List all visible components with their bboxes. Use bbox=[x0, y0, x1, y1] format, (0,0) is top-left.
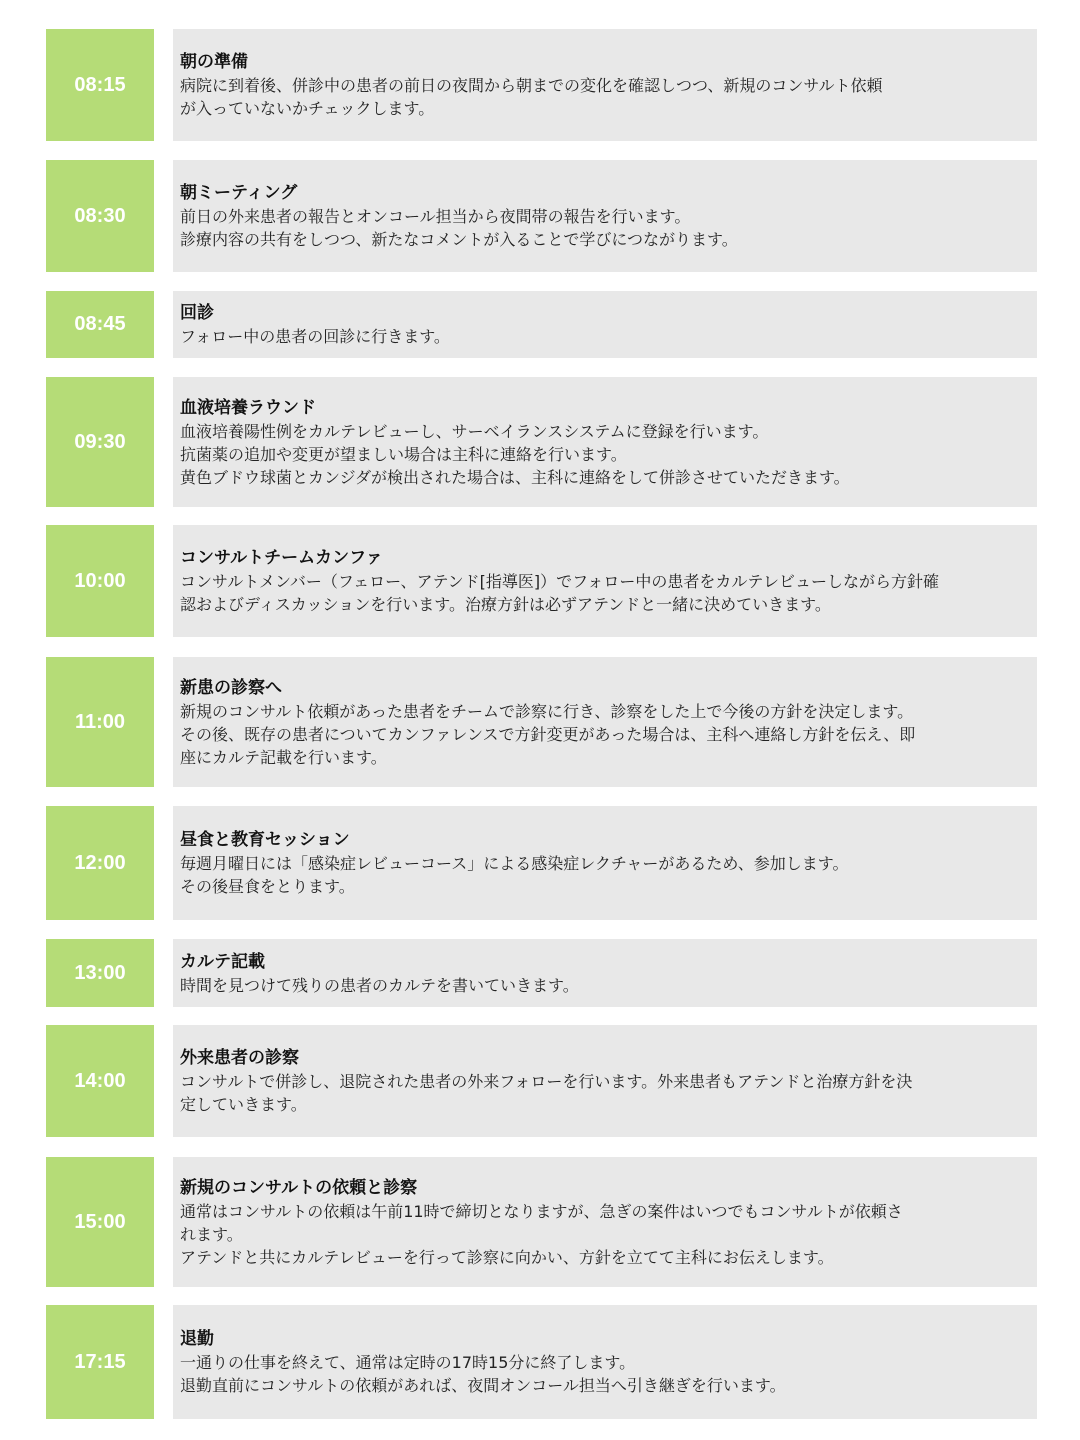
time-label: 08:15 bbox=[46, 29, 154, 141]
schedule-description: コンサルトで併診し、退院された患者の外来フォローを行います。外来患者もアテンドと治療方針を決 定していきます。 bbox=[180, 1072, 913, 1114]
schedule-item bbox=[46, 806, 1037, 920]
schedule-description: 新規のコンサルト依頼があった患者をチームで診察に行き、診察をした上で今後の方針を決定します。 その後、既存の患者についてカンファレンスで方針変更があった場合は、主科へ連絡し方針を伝え、即 座にカルテ記載を行います。 bbox=[180, 701, 916, 767]
schedule-content bbox=[173, 291, 1037, 358]
schedule-content bbox=[173, 160, 1037, 272]
schedule-title: 血液培養ラウンド bbox=[180, 397, 316, 418]
schedule-item bbox=[46, 1025, 1037, 1137]
schedule-item bbox=[46, 1157, 1037, 1287]
time-label: 14:00 bbox=[46, 1025, 154, 1137]
time-label: 10:00 bbox=[46, 525, 154, 637]
schedule-item bbox=[46, 29, 1037, 141]
schedule-content bbox=[173, 1305, 1037, 1419]
schedule-description: 血液培養陽性例をカルテレビューし、サーベイランスシステムに登録を行います。 抗菌薬の追加や変更が望ましい場合は主科に連絡を行います。 黄色ブドウ球菌とカンジダが検出された場合は、主科に連絡をして併診させていただきます。 bbox=[180, 421, 850, 487]
schedule-title: 朝の準備 bbox=[180, 52, 248, 72]
schedule-description: 一通りの仕事を終えて、通常は定時の17時15分に終了します。 退勤直前にコンサルトの依頼があれば、夜間オンコール担当へ引き継ぎを行います。 bbox=[180, 1353, 786, 1395]
time-label: 08:30 bbox=[46, 160, 154, 272]
schedule-description: 病院に到着後、併診中の患者の前日の夜間から朝までの変化を確認しつつ、新規のコンサルト依頼 が入っていないかチェックします。 bbox=[180, 76, 883, 118]
schedule-title: コンサルトチームカンファ bbox=[180, 548, 383, 568]
schedule-content bbox=[173, 1157, 1037, 1287]
time-label: 08:45 bbox=[46, 291, 154, 358]
schedule-content bbox=[173, 377, 1037, 507]
schedule-content bbox=[173, 1025, 1037, 1137]
schedule-description: フォロー中の患者の回診に行きます。 bbox=[180, 327, 450, 346]
schedule-title: 昼食と教育セッション bbox=[180, 830, 350, 850]
schedule-content bbox=[173, 525, 1037, 637]
schedule-title: 回診 bbox=[180, 303, 214, 323]
schedule-title: カルテ記載 bbox=[180, 951, 265, 972]
time-label: 09:30 bbox=[46, 377, 154, 507]
schedule-content bbox=[173, 939, 1037, 1007]
schedule-description: 前日の外来患者の報告とオンコール担当から夜間帯の報告を行います。 診療内容の共有をしつつ、新たなコメントが入ることで学びにつながります。 bbox=[180, 207, 738, 249]
schedule-description: 毎週月曜日には「感染症レビューコース」による感染症レクチャーがあるため、参加します。 その後昼食をとります。 bbox=[180, 854, 849, 896]
schedule-description: コンサルトメンバー（フェロー、アテンド[指導医]）でフォロー中の患者をカルテレビューしながら方針確 認およびディスカッションを行います。治療方針は必ずアテンドと一緒に決めていきます。 bbox=[180, 572, 940, 614]
schedule-item bbox=[46, 525, 1037, 637]
schedule-description: 通常はコンサルトの依頼は午前11時で締切となりますが、急ぎの案件はいつでもコンサルトが依頼さ れます。 アテンドと共にカルテレビューを行って診察に向かい、方針を立てて主科にお伝えします。 bbox=[180, 1201, 903, 1267]
schedule-content bbox=[173, 806, 1037, 920]
schedule-item bbox=[46, 657, 1037, 787]
schedule-description: 時間を見つけて残りの患者のカルテを書いていきます。 bbox=[180, 975, 579, 995]
schedule-title: 退勤 bbox=[180, 1329, 214, 1349]
schedule-item bbox=[46, 939, 1037, 1007]
schedule-title: 新規のコンサルトの依頼と診察 bbox=[180, 1177, 418, 1198]
schedule-title: 朝ミーティング bbox=[180, 183, 298, 203]
schedule-item bbox=[46, 291, 1037, 358]
time-label: 15:00 bbox=[46, 1157, 154, 1287]
schedule-title: 新患の診察へ bbox=[180, 677, 282, 698]
schedule-title: 外来患者の診察 bbox=[180, 1048, 299, 1068]
schedule-content bbox=[173, 29, 1037, 141]
time-label: 11:00 bbox=[46, 657, 154, 787]
schedule-item bbox=[46, 160, 1037, 272]
schedule-item bbox=[46, 1305, 1037, 1419]
schedule-item bbox=[46, 377, 1037, 507]
time-label: 13:00 bbox=[46, 939, 154, 1007]
time-label: 12:00 bbox=[46, 806, 154, 920]
time-label: 17:15 bbox=[46, 1305, 154, 1419]
schedule-content bbox=[173, 657, 1037, 787]
